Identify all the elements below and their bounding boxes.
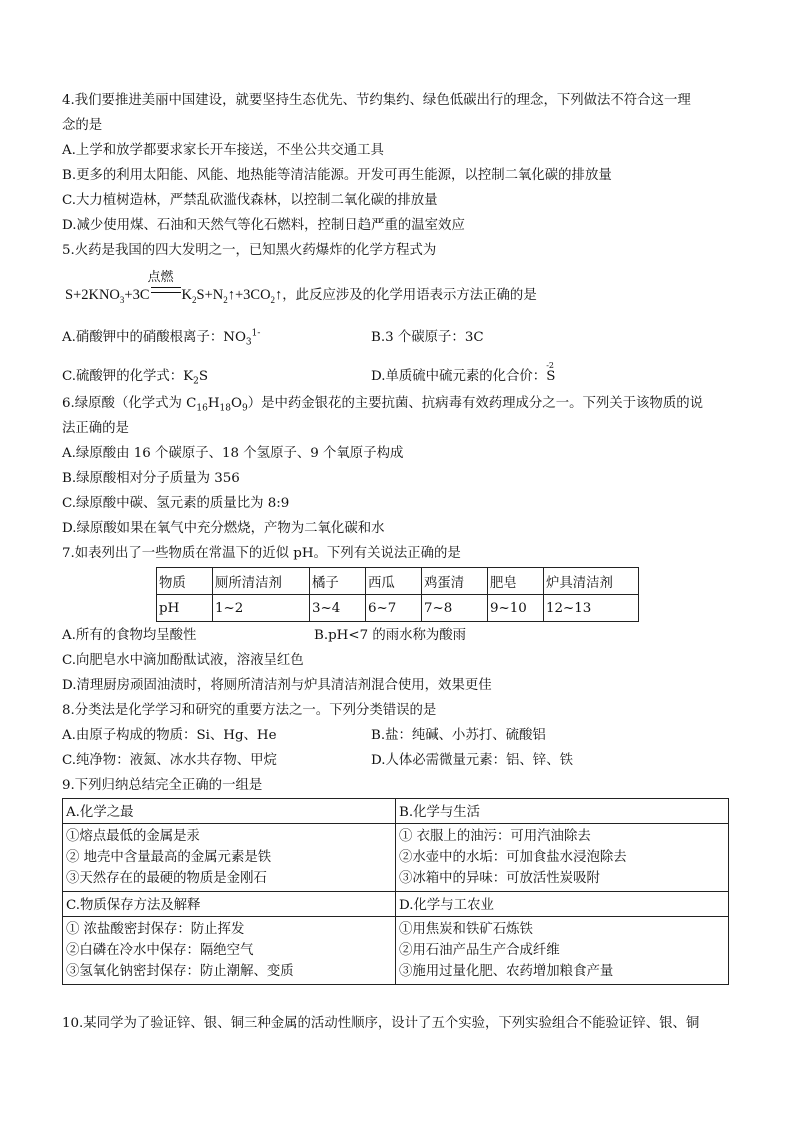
q4-option-a: A.上学和放学都要求家长开车接送，不坐公共交通工具 xyxy=(62,143,384,158)
reaction-condition-arrow xyxy=(147,270,181,299)
q4-option-d: D.减少使用煤、石油和天然气等化石燃料，控制日趋严重的温室效应 xyxy=(62,218,465,233)
table-cell: 橘子 xyxy=(310,568,366,595)
list-item: ① 浓盐酸密封保存：防止挥发 xyxy=(66,922,245,937)
q6-stem-b: ）是中药金银花的主要抗菌、抗病毒有效药理成分之一。下列关于该物质的说 xyxy=(247,396,703,411)
q5-chemical-equation xyxy=(65,270,537,323)
formula-sub: 16 xyxy=(196,403,208,414)
q6-option-a: A.绿原酸由 16 个碳原子、18 个氢原子、9 个氧原子构成 xyxy=(62,446,404,461)
q9-stem: 9.下列归纳总结完全正确的一组是 xyxy=(62,778,263,793)
q6-option-c: C.绿原酸中碳、氢元素的质量比为 8:9 xyxy=(62,496,290,511)
sulfur-valence xyxy=(546,361,556,386)
list-item: ③施用过量化肥、农药增加粮食产量 xyxy=(399,964,614,979)
q5-stem-tail: ，此反应涉及的化学用语表示方法正确的是 xyxy=(282,288,537,303)
q4-option-c: C.大力植树造林，严禁乱砍滥伐森林，以控制二氧化碳的排放量 xyxy=(62,193,438,208)
table-cell: 厕所清洁剂 xyxy=(213,568,310,595)
table-cell: 鸡蛋清 xyxy=(422,568,488,595)
eq-sub: 3 xyxy=(119,294,125,305)
q10-stem: 10.某同学为了验证锌、银、铜三种金属的活动性顺序，设计了五个实验，下列实验组合不能验证锌、银、铜 xyxy=(62,1016,700,1031)
q9-b-head: B.化学与生活 xyxy=(396,799,729,824)
table-row xyxy=(63,824,729,892)
q6-option-d: D.绿原酸如果在氧气中充分燃烧，产物为二氧化碳和水 xyxy=(62,521,385,536)
q6-stem-a: 6.绿原酸（化学式为 C xyxy=(62,396,197,411)
q8-option-d: D.人体必需微量元素：铝、锌、铁 xyxy=(371,753,573,768)
list-item: ①熔点最低的金属是汞 xyxy=(66,829,200,844)
eq-sub: 2 xyxy=(270,294,276,305)
q5-a-sup: 1- xyxy=(251,328,261,339)
eq-reactants-2: +3C xyxy=(124,287,150,303)
q9-d-items xyxy=(396,917,729,985)
list-item: ②白磷在冷水中保存：隔绝空气 xyxy=(66,943,254,958)
q5-option-c xyxy=(62,368,208,386)
list-item: ③氢氧化钠密封保存：防止潮解、变质 xyxy=(66,964,294,979)
table-cell: 6~7 xyxy=(366,595,422,622)
list-item: ③天然存在的最硬的物质是金刚石 xyxy=(66,871,267,886)
q8-option-a: A.由原子构成的物质：Si、Hg、He xyxy=(62,728,277,743)
list-item: ① 衣服上的油污：可用汽油除去 xyxy=(399,829,591,844)
q9-d-head: D.化学与工农业 xyxy=(396,892,729,917)
q8-option-b: B.盐：纯碱、小苏打、硫酸铝 xyxy=(371,728,546,743)
eq-product-s-n: S+N xyxy=(196,287,224,303)
table-row xyxy=(63,917,729,985)
q9-a-items xyxy=(63,824,396,892)
table-row xyxy=(157,595,639,622)
q7-option-a: A.所有的食物均呈酸性 xyxy=(62,628,197,643)
q7-stem: 7.如表列出了一些物质在常温下的近似 pH。下列有关说法正确的是 xyxy=(62,546,461,561)
table-cell: 1~2 xyxy=(213,595,310,622)
q5-option-a-text: A.硝酸钾中的硝酸根离子：NO xyxy=(62,330,246,345)
table-cell: pH xyxy=(157,595,213,622)
q6-option-b: B.绿原酸相对分子质量为 356 xyxy=(62,471,240,486)
formula-sub: 18 xyxy=(219,403,231,414)
eq-gas-arrow: ↑ xyxy=(275,287,283,303)
q7-option-d: D.清理厨房顽固油渍时，将厕所清洁剂与炉具清洁剂混合使用，效果更佳 xyxy=(62,678,492,693)
q7-option-c: C.向肥皂水中滴加酚酞试液，溶液呈红色 xyxy=(62,653,304,668)
table-cell: 炉具清洁剂 xyxy=(544,568,639,595)
eq-sub: 2 xyxy=(223,294,228,305)
q9-a-head: A.化学之最 xyxy=(63,799,396,824)
q6-stem-line-2: 法正确的是 xyxy=(62,421,129,436)
formula-sub: 9 xyxy=(241,403,248,414)
q7-option-b: B.pH<7 的雨水称为酸雨 xyxy=(314,628,467,643)
table-cell: 3~4 xyxy=(310,595,366,622)
q4-stem-line-2: 念的是 xyxy=(62,118,103,133)
sulfur-symbol: S xyxy=(546,369,556,384)
table-row xyxy=(63,892,729,917)
q6-stem-line-1 xyxy=(62,395,703,413)
table-cell: 肥皂 xyxy=(488,568,544,595)
formula-o: O xyxy=(231,396,242,411)
q9-c-items xyxy=(63,917,396,985)
q5-option-c-text: C.硫酸钾的化学式：K xyxy=(62,369,194,384)
q5-option-d xyxy=(371,361,556,386)
table-row xyxy=(157,568,639,595)
table-cell: 7~8 xyxy=(422,595,488,622)
list-item: ② 地壳中含量最高的金属元素是铁 xyxy=(66,850,272,865)
table-cell: 西瓜 xyxy=(366,568,422,595)
q5-option-a xyxy=(62,329,260,347)
eq-product-k: K xyxy=(181,287,192,303)
q5-a-sub: 3 xyxy=(245,337,252,348)
q4-stem-line-1: 4.我们要推进美丽中国建设，就要坚持生态优先、节约集约、绿色低碳出行的理念，下列做法不符合这一理 xyxy=(62,93,691,108)
q9-summary-table xyxy=(62,798,729,985)
valence-mark: -2 xyxy=(546,361,554,370)
q8-option-c: C.纯净物：液氮、冰水共存物、甲烷 xyxy=(62,753,277,768)
list-item: ②水壶中的水垢：可加食盐水浸泡除去 xyxy=(399,850,627,865)
q9-b-items xyxy=(396,824,729,892)
q4-option-b: B.更多的利用太阳能、风能、地热能等清洁能源。开发可再生能源，以控制二氧化碳的排放量 xyxy=(62,168,612,183)
q5-option-d-text: D.单质硫中硫元素的化合价： xyxy=(371,369,547,384)
q5-c-sub: 2 xyxy=(193,376,199,387)
list-item: ③冰箱中的异味：可放活性炭吸附 xyxy=(399,871,600,886)
eq-reactants-1: S+2KNO xyxy=(65,287,120,303)
ph-table xyxy=(156,567,639,622)
table-row xyxy=(63,799,729,824)
list-item: ②用石油产品生产合成纤维 xyxy=(399,943,560,958)
eq-sub: 2 xyxy=(192,294,197,305)
table-cell: 物质 xyxy=(157,568,213,595)
q5-option-b: B.3 个碳原子：3C xyxy=(371,330,484,345)
list-item: ①用焦炭和铁矿石炼铁 xyxy=(399,922,533,937)
q5-option-c-tail: S xyxy=(198,369,209,384)
eq-product-co: ↑+3CO xyxy=(227,287,271,303)
q9-c-head: C.物质保存方法及解释 xyxy=(63,892,396,917)
table-cell: 12~13 xyxy=(544,595,639,622)
formula-h: H xyxy=(207,396,220,411)
q5-stem: 5.火药是我国的四大发明之一，已知黑火药爆炸的化学方程式为 xyxy=(62,243,437,258)
q8-stem: 8.分类法是化学学习和研究的重要方法之一。下列分类错误的是 xyxy=(62,703,437,718)
table-cell: 9~10 xyxy=(488,595,544,622)
reaction-condition: 点燃 xyxy=(147,270,174,285)
